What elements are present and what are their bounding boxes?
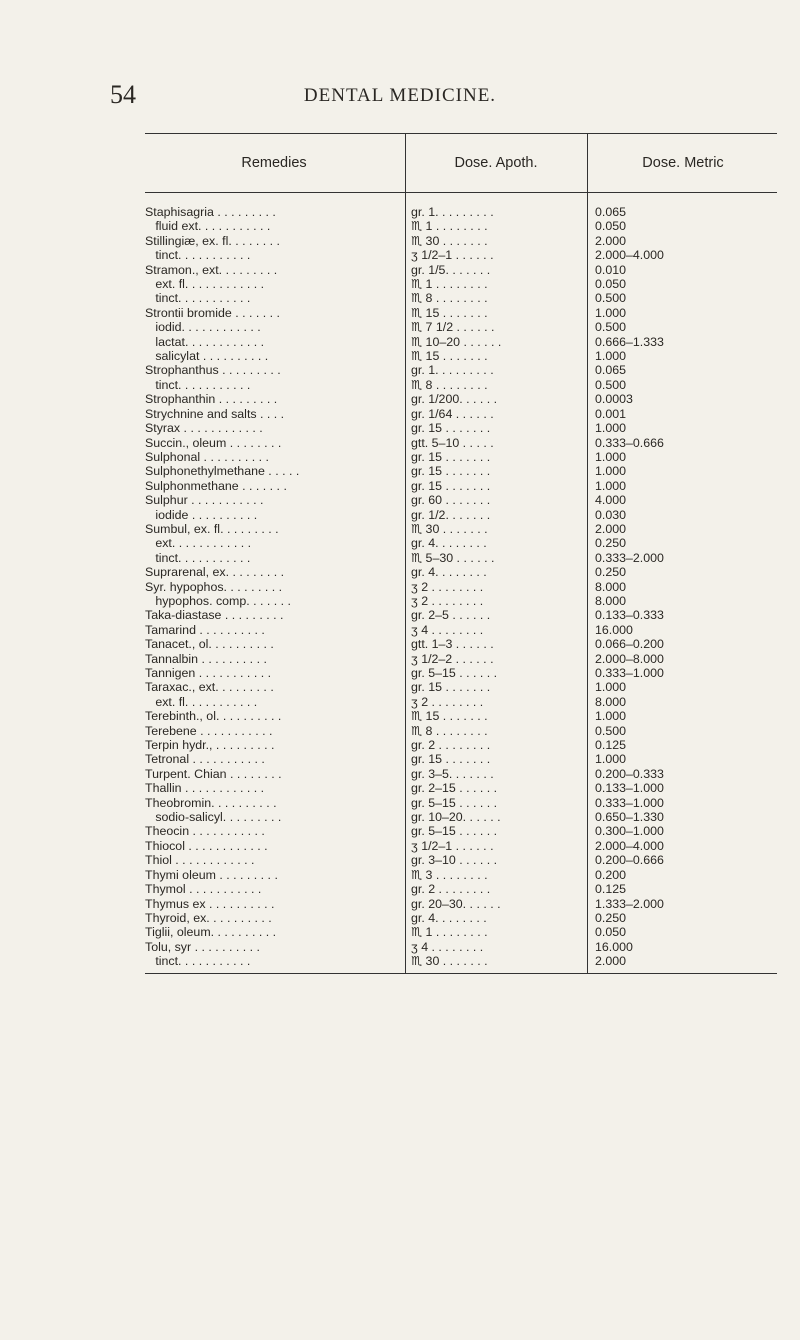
metric-dose-cell: 0.500 — [595, 320, 627, 335]
metric-dose-cell: 1.000 — [595, 752, 627, 767]
metric-dose-cell: 0.065 — [595, 205, 627, 219]
table-row — [145, 911, 777, 925]
table-row — [145, 291, 777, 305]
remedy-cell: Strophanthus . . . . . . . . . — [145, 363, 281, 378]
metric-dose-cell: 8.000 — [595, 579, 627, 594]
table-row — [145, 680, 777, 694]
apoth-dose-cell: ♏ 1 . . . . . . . . — [411, 925, 488, 940]
remedy-cell: tinct. . . . . . . . . . . — [145, 248, 251, 263]
table-row — [145, 407, 777, 421]
apoth-dose-cell: gtt. 1–3 . . . . . . — [411, 637, 494, 652]
metric-dose-cell: 0.500 — [595, 291, 627, 306]
apoth-dose-cell: gtt. 5–10 . . . . . — [411, 435, 494, 450]
table-row — [145, 608, 777, 622]
apoth-dose-cell: ♏ 8 . . . . . . . . — [411, 723, 488, 738]
table-row — [145, 853, 777, 867]
table-row — [145, 263, 777, 277]
table-row — [145, 580, 777, 594]
table-row — [145, 738, 777, 752]
table-row — [145, 868, 777, 882]
apoth-dose-cell: ♏ 15 . . . . . . . — [411, 709, 488, 724]
metric-dose-cell: 0.500 — [595, 377, 627, 392]
table-row — [145, 637, 777, 651]
table-row — [145, 652, 777, 666]
table-row — [145, 522, 777, 536]
metric-dose-cell: 0.030 — [595, 507, 627, 522]
apoth-dose-cell: ʒ 2 . . . . . . . . — [411, 593, 484, 608]
metric-dose-cell: 1.000 — [595, 464, 627, 479]
metric-dose-cell: 0.333–1.000 — [595, 666, 664, 680]
table-row — [145, 796, 777, 810]
metric-dose-cell: 2.000 — [595, 954, 627, 969]
table-row — [145, 594, 777, 608]
metric-dose-cell: 2.000–4.000 — [595, 248, 664, 263]
metric-dose-cell: 2.000–4.000 — [595, 838, 664, 853]
table-row — [145, 824, 777, 838]
apoth-dose-cell: gr. 4. . . . . . . . — [411, 565, 487, 580]
table-row — [145, 724, 777, 738]
remedy-cell: Strophanthin . . . . . . . . . — [145, 392, 278, 407]
table-row — [145, 335, 777, 349]
apoth-dose-cell: gr. 2–5 . . . . . . — [411, 608, 491, 623]
remedy-cell: hypophos. comp. . . . . . . — [145, 593, 292, 608]
metric-dose-cell: 0.125 — [595, 882, 627, 897]
remedy-cell: Turpent. Chian . . . . . . . . — [145, 766, 282, 781]
table-row — [145, 767, 777, 781]
running-title: DENTAL MEDICINE. — [303, 85, 497, 106]
remedy-cell: Sulphur . . . . . . . . . . . — [145, 493, 264, 508]
table-row — [145, 205, 777, 219]
metric-dose-cell: 0.133–1.000 — [595, 781, 664, 796]
table-body — [145, 193, 777, 973]
remedy-cell: Tolu, syr . . . . . . . . . . — [145, 939, 260, 954]
remedy-cell: salicylat . . . . . . . . . . — [145, 349, 269, 364]
metric-dose-cell: 0.010 — [595, 262, 627, 277]
apoth-dose-cell: gr. 5–15 . . . . . . — [411, 795, 498, 810]
apoth-dose-cell: gr. 5–15 . . . . . . — [411, 666, 498, 680]
metric-dose-cell: 0.200–0.333 — [595, 766, 664, 781]
apoth-dose-cell: ♏ 5–30 . . . . . . — [411, 550, 495, 565]
metric-dose-cell: 0.333–0.666 — [595, 435, 664, 450]
apoth-dose-cell: gr. 1. . . . . . . . . — [411, 205, 494, 219]
metric-dose-cell: 0.050 — [595, 219, 627, 234]
remedy-cell: Succin., oleum . . . . . . . . — [145, 435, 282, 450]
remedy-cell: Suprarenal, ex. . . . . . . . . — [145, 565, 285, 580]
apoth-dose-cell: gr. 1/5. . . . . . . — [411, 262, 491, 277]
remedy-cell: tinct. . . . . . . . . . . — [145, 550, 251, 565]
apoth-dose-cell: gr. 3–10 . . . . . . — [411, 853, 498, 868]
remedy-cell: ext. fl. . . . . . . . . . . — [145, 694, 258, 709]
remedy-cell: Thymol . . . . . . . . . . . — [145, 882, 262, 897]
remedy-cell: Sulphonal . . . . . . . . . . — [145, 449, 269, 464]
remedy-cell: Thallin . . . . . . . . . . . . — [145, 781, 265, 796]
remedy-cell: Thymus ex . . . . . . . . . . — [145, 896, 275, 911]
remedy-cell: tinct. . . . . . . . . . . — [145, 377, 251, 392]
apoth-dose-cell: gr. 1/64 . . . . . . — [411, 406, 494, 421]
table-row — [145, 421, 777, 435]
metric-dose-cell: 16.000 — [595, 622, 633, 637]
remedy-cell: Strontii bromide . . . . . . . — [145, 305, 280, 320]
remedy-cell: tinct. . . . . . . . . . . — [145, 291, 251, 306]
apoth-dose-cell: gr. 15 . . . . . . . — [411, 478, 491, 493]
table-row — [145, 897, 777, 911]
apoth-dose-cell: gr. 15 . . . . . . . — [411, 680, 491, 695]
apoth-dose-cell: gr. 2 . . . . . . . . — [411, 882, 491, 897]
remedy-cell: ext. . . . . . . . . . . . — [145, 536, 252, 551]
remedy-cell: Staphisagria . . . . . . . . . — [145, 205, 276, 219]
apoth-dose-cell: ♏ 1 . . . . . . . . — [411, 219, 488, 234]
table-row — [145, 925, 777, 939]
apoth-dose-cell: ʒ 1/2–1 . . . . . . — [411, 838, 494, 853]
metric-dose-cell: 0.250 — [595, 565, 627, 580]
metric-dose-cell: 0.300–1.000 — [595, 824, 664, 839]
apoth-dose-cell: ʒ 4 . . . . . . . . — [411, 939, 484, 954]
remedy-cell: Terpin hydr., . . . . . . . . . — [145, 738, 275, 753]
metric-dose-cell: 0.125 — [595, 738, 627, 753]
table-row — [145, 551, 777, 565]
remedy-cell: Styrax . . . . . . . . . . . . — [145, 421, 263, 436]
table-row — [145, 464, 777, 478]
apoth-dose-cell: gr. 15 . . . . . . . — [411, 464, 491, 479]
apoth-dose-cell: ʒ 2 . . . . . . . . — [411, 694, 484, 709]
remedy-cell: Syr. hypophos. . . . . . . . . — [145, 579, 283, 594]
remedy-cell: ext. fl. . . . . . . . . . . . — [145, 277, 265, 292]
apoth-dose-cell: ♏ 15 . . . . . . . — [411, 305, 488, 320]
table-row — [145, 493, 777, 507]
remedy-cell: Tamarind . . . . . . . . . . — [145, 622, 265, 637]
apoth-dose-cell: ♏ 10–20 . . . . . . — [411, 334, 502, 349]
remedy-cell: Terebene . . . . . . . . . . . — [145, 723, 273, 738]
remedy-cell: Tiglii, oleum. . . . . . . . . . — [145, 925, 277, 940]
table-header — [145, 133, 777, 193]
metric-dose-cell: 0.065 — [595, 363, 627, 378]
remedy-cell: Sulphonethylmethane . . . . . — [145, 464, 300, 479]
metric-dose-cell: 0.0003 — [595, 392, 633, 407]
remedy-cell: Theocin . . . . . . . . . . . — [145, 824, 265, 839]
metric-dose-cell: 8.000 — [595, 694, 627, 709]
table-row — [145, 565, 777, 579]
metric-dose-cell: 0.250 — [595, 536, 627, 551]
metric-dose-cell: 1.333–2.000 — [595, 896, 664, 911]
remedy-cell: fluid ext. . . . . . . . . . . — [145, 219, 271, 234]
table-row — [145, 940, 777, 954]
remedy-cell: iodid. . . . . . . . . . . . — [145, 320, 261, 335]
apoth-dose-cell: gr. 15 . . . . . . . — [411, 752, 491, 767]
apoth-dose-cell: gr. 5–15 . . . . . . — [411, 824, 498, 839]
apoth-dose-cell: ♏ 3 . . . . . . . . — [411, 867, 488, 882]
metric-dose-cell: 0.200–0.666 — [595, 853, 664, 868]
remedy-cell: iodide . . . . . . . . . . — [145, 507, 258, 522]
metric-dose-cell: 1.000 — [595, 305, 627, 320]
apoth-dose-cell: gr. 2–15 . . . . . . — [411, 781, 498, 796]
remedy-cell: Thiocol . . . . . . . . . . . . — [145, 838, 268, 853]
table-row — [145, 709, 777, 723]
remedy-cell: Stramon., ext. . . . . . . . . — [145, 262, 278, 277]
remedy-cell: Thymi oleum . . . . . . . . . — [145, 867, 278, 882]
apoth-dose-cell: ʒ 4 . . . . . . . . — [411, 622, 484, 637]
apoth-dose-cell: gr. 15 . . . . . . . — [411, 449, 491, 464]
page-header — [0, 80, 800, 120]
metric-dose-cell: 0.333–2.000 — [595, 550, 664, 565]
column-header-dose-metric: Dose. Metric — [587, 134, 778, 192]
table-row — [145, 234, 777, 248]
table-row — [145, 277, 777, 291]
remedy-cell: sodio-salicyl. . . . . . . . . — [145, 810, 282, 825]
metric-dose-cell: 0.666–1.333 — [595, 334, 664, 349]
metric-dose-cell: 2.000 — [595, 233, 627, 248]
remedy-cell: Tanacet., ol. . . . . . . . . . — [145, 637, 274, 652]
apoth-dose-cell: gr. 1/200. . . . . . — [411, 392, 498, 407]
remedy-cell: Terebinth., ol. . . . . . . . . . — [145, 709, 282, 724]
apoth-dose-cell: ♏ 8 . . . . . . . . — [411, 377, 488, 392]
metric-dose-cell: 0.050 — [595, 277, 627, 292]
remedy-cell: Thiol . . . . . . . . . . . . — [145, 853, 255, 868]
table-bottom-rule — [145, 973, 777, 975]
remedy-cell: Taraxac., ext. . . . . . . . . — [145, 680, 274, 695]
remedy-cell: Tannigen . . . . . . . . . . . — [145, 666, 272, 680]
remedy-cell: Stillingiæ, ex. fl. . . . . . . . — [145, 233, 280, 248]
metric-dose-cell: 1.000 — [595, 478, 627, 493]
table-row — [145, 752, 777, 766]
metric-dose-cell: 16.000 — [595, 939, 633, 954]
apoth-dose-cell: ʒ 1/2–2 . . . . . . — [411, 651, 494, 666]
table-row — [145, 536, 777, 550]
metric-dose-cell: 8.000 — [595, 593, 627, 608]
remedy-cell: Sulphonmethane . . . . . . . — [145, 478, 287, 493]
metric-dose-cell: 0.200 — [595, 867, 627, 882]
remedy-cell: Tetronal . . . . . . . . . . . — [145, 752, 265, 767]
table-row — [145, 623, 777, 637]
table-row — [145, 781, 777, 795]
apoth-dose-cell: ♏ 1 . . . . . . . . — [411, 277, 488, 292]
table-row — [145, 666, 777, 680]
apoth-dose-cell: gr. 2 . . . . . . . . — [411, 738, 491, 753]
remedy-cell: Strychnine and salts . . . . — [145, 406, 285, 421]
metric-dose-cell: 4.000 — [595, 493, 627, 508]
table-row — [145, 436, 777, 450]
apoth-dose-cell: ♏ 30 . . . . . . . — [411, 521, 488, 536]
table-row — [145, 378, 777, 392]
metric-dose-cell: 0.650–1.330 — [595, 810, 664, 825]
table-row — [145, 320, 777, 334]
remedy-cell: lactat. . . . . . . . . . . . — [145, 334, 265, 349]
column-header-remedies: Remedies — [241, 155, 307, 171]
metric-dose-cell: 1.000 — [595, 709, 627, 724]
metric-dose-cell: 2.000–8.000 — [595, 651, 664, 666]
dosage-table — [145, 133, 777, 974]
apoth-dose-cell: gr. 1/2. . . . . . . — [411, 507, 491, 522]
apoth-dose-cell: gr. 4. . . . . . . . — [411, 536, 487, 551]
remedy-cell: Tannalbin . . . . . . . . . . — [145, 651, 267, 666]
table-row — [145, 450, 777, 464]
metric-dose-cell: 2.000 — [595, 521, 627, 536]
apoth-dose-cell: gr. 4. . . . . . . . — [411, 910, 487, 925]
table-row — [145, 219, 777, 233]
remedy-cell: tinct. . . . . . . . . . . — [145, 954, 251, 969]
apoth-dose-cell: ♏ 30 . . . . . . . — [411, 233, 488, 248]
table-row — [145, 392, 777, 406]
table-row — [145, 248, 777, 262]
table-row — [145, 810, 777, 824]
table-row — [145, 954, 777, 968]
metric-dose-cell: 0.001 — [595, 406, 627, 421]
table-row — [145, 695, 777, 709]
metric-dose-cell: 0.250 — [595, 910, 627, 925]
metric-dose-cell: 1.000 — [595, 680, 627, 695]
column-header-dose-apoth: Dose. Apoth. — [405, 134, 586, 192]
table-row — [145, 839, 777, 853]
metric-dose-cell: 0.333–1.000 — [595, 795, 664, 810]
remedy-cell: Thyroid, ex. . . . . . . . . . — [145, 910, 272, 925]
remedy-cell: Taka-diastase . . . . . . . . . — [145, 608, 284, 623]
apoth-dose-cell: ♏ 30 . . . . . . . — [411, 954, 488, 969]
table-row — [145, 479, 777, 493]
apoth-dose-cell: gr. 15 . . . . . . . — [411, 421, 491, 436]
table-row — [145, 508, 777, 522]
metric-dose-cell: 1.000 — [595, 421, 627, 436]
table-row — [145, 363, 777, 377]
page-number: 54 — [110, 80, 136, 109]
metric-dose-cell: 0.500 — [595, 723, 627, 738]
metric-dose-cell: 1.000 — [595, 349, 627, 364]
remedy-cell: Sumbul, ex. fl. . . . . . . . . — [145, 521, 279, 536]
metric-dose-cell: 0.133–0.333 — [595, 608, 664, 623]
table-row — [145, 349, 777, 363]
apoth-dose-cell: gr. 3–5. . . . . . . — [411, 766, 494, 781]
apoth-dose-cell: gr. 1. . . . . . . . . — [411, 363, 494, 378]
apoth-dose-cell: ♏ 7 1/2 . . . . . . — [411, 320, 495, 335]
apoth-dose-cell: gr. 20–30. . . . . . — [411, 896, 501, 911]
apoth-dose-cell: ♏ 15 . . . . . . . — [411, 349, 488, 364]
metric-dose-cell: 0.050 — [595, 925, 627, 940]
apoth-dose-cell: gr. 60 . . . . . . . — [411, 493, 491, 508]
metric-dose-cell: 0.066–0.200 — [595, 637, 664, 652]
apoth-dose-cell: gr. 10–20. . . . . . — [411, 810, 501, 825]
table-row — [145, 306, 777, 320]
apoth-dose-cell: ʒ 2 . . . . . . . . — [411, 579, 484, 594]
table-row — [145, 882, 777, 896]
apoth-dose-cell: ʒ 1/2–1 . . . . . . — [411, 248, 494, 263]
metric-dose-cell: 1.000 — [595, 449, 627, 464]
remedy-cell: Theobromin. . . . . . . . . . — [145, 795, 277, 810]
apoth-dose-cell: ♏ 8 . . . . . . . . — [411, 291, 488, 306]
